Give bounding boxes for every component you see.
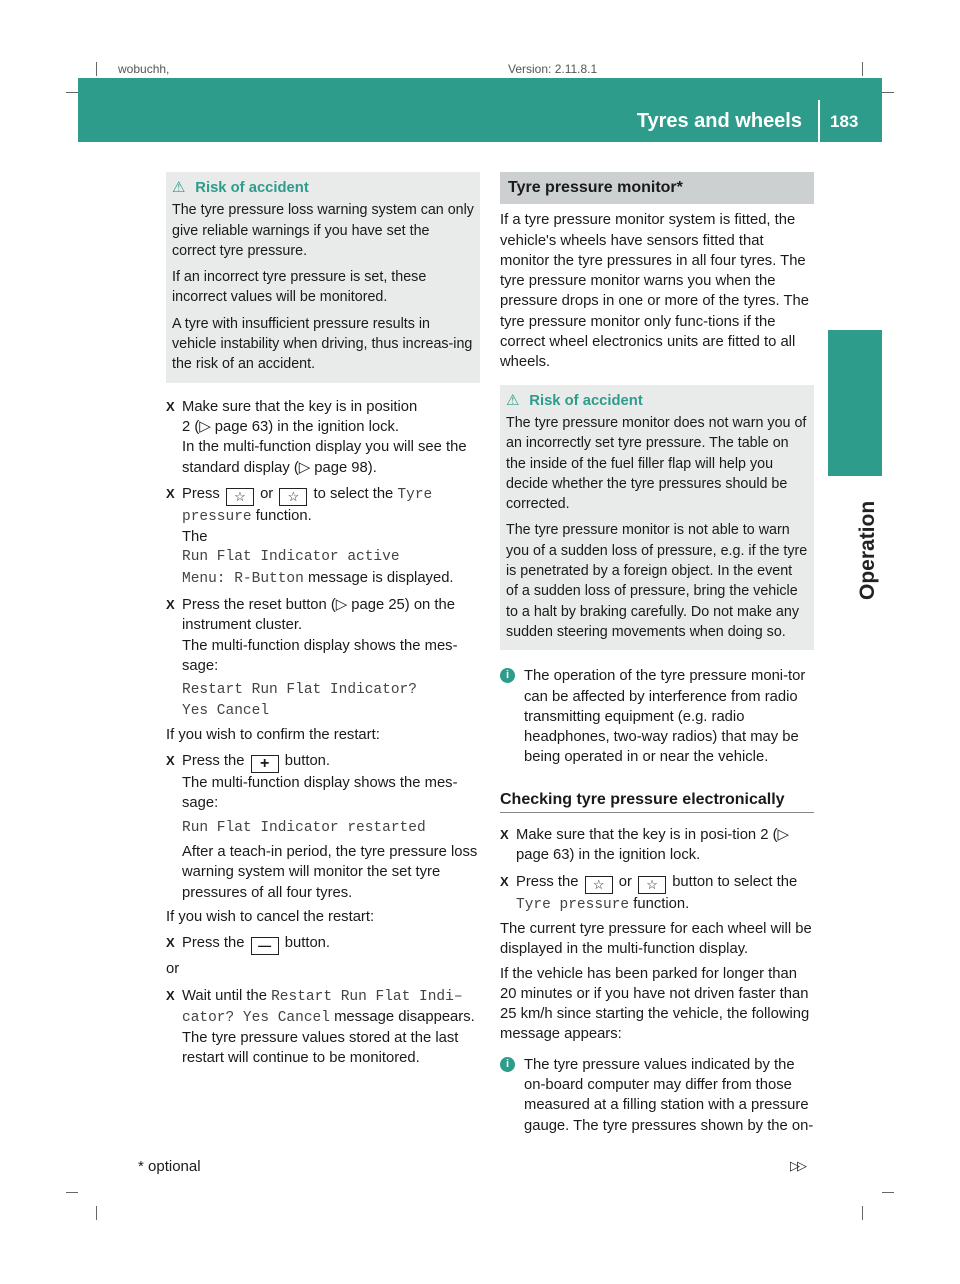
down-button-icon: ☆ xyxy=(585,876,613,894)
step-text: button. xyxy=(284,935,331,952)
step-text: Press xyxy=(182,485,220,502)
step-text: message is displayed. xyxy=(307,569,454,586)
footnote: * optional xyxy=(138,1158,201,1175)
body-text: The current tyre pressure for each wheel will be displayed in the multi-function display. xyxy=(500,920,812,958)
warning-heading-text: Risk of accident xyxy=(195,180,309,196)
display-text: Restart Run Flat Indi– xyxy=(271,988,463,1005)
section-heading: Tyre pressure monitor* xyxy=(500,172,814,204)
step-marker-icon: X xyxy=(500,873,509,889)
step-wait-message xyxy=(166,986,480,1069)
step-text: After a teach-in period, the tyre pressure loss warning system will monitor the set tyre pressures of all four tyres. xyxy=(182,844,478,901)
step-select-tyre-pressure xyxy=(500,872,814,915)
body-text: If the vehicle has been parked for longer than 20 minutes or if you have not driven faster than 25 km/h since starting the vehicle, the following message appears: xyxy=(500,965,810,1043)
display-text: Run Flat Indicator active xyxy=(182,549,400,566)
step-text: 2 (▷ page 63) in the ignition lock. xyxy=(182,418,400,435)
print-meta-left: wobuchh, xyxy=(118,62,170,76)
page-number: 183 xyxy=(830,112,859,131)
step-text: button. xyxy=(284,753,331,770)
display-text: Tyre pressure xyxy=(516,896,630,913)
crop-mark xyxy=(862,62,863,76)
step-text: button to select the xyxy=(672,873,798,890)
step-text: The xyxy=(182,529,208,546)
crop-mark xyxy=(96,62,97,76)
plus-button-icon: + xyxy=(251,755,279,773)
warning-heading-text: Risk of accident xyxy=(529,392,643,409)
step-text: The multi-function display shows the mes-sage: xyxy=(182,775,458,812)
crop-mark xyxy=(66,1192,78,1193)
body-text: If you wish to cancel the restart: xyxy=(166,908,375,925)
up-button-icon: ☆ xyxy=(638,876,666,894)
display-text: Tyre xyxy=(397,486,433,503)
up-button-icon: ☆ xyxy=(226,488,254,506)
step-text: function. xyxy=(255,507,312,524)
step-text: Press the xyxy=(516,873,579,890)
page-header-title: Tyres and wheels xyxy=(636,110,802,132)
step-marker-icon: X xyxy=(166,753,175,769)
info-text: The tyre pressure values indicated by the on-board computer may differ from those measured at a filling station with a pressure gauge. The tyre pressures shown by the on- xyxy=(524,1056,814,1134)
info-note xyxy=(500,666,814,767)
print-meta-center: Version: 2.11.8.1 xyxy=(508,62,598,76)
step-confirm-restart xyxy=(166,751,480,903)
warning-box xyxy=(166,172,480,383)
minus-button-icon: — xyxy=(251,937,279,955)
step-text: Press the xyxy=(182,935,245,952)
info-note xyxy=(500,1055,814,1136)
body-text: or xyxy=(166,961,180,978)
display-text: Menu: R-Button xyxy=(182,570,304,587)
step-marker-icon: X xyxy=(166,485,175,501)
crop-mark xyxy=(862,1206,863,1220)
info-icon: i xyxy=(500,1057,515,1072)
down-button-icon: ☆ xyxy=(279,488,307,506)
crop-mark xyxy=(882,92,894,93)
warning-text: The tyre pressure monitor is not able to warn you of a sudden loss of pressure, e.g. if the tyre is penetrated by a foreign object. In the event of a sudden loss of pressure, bring the vehicle to a halt by braking carefully. Do not make any sudden steering movements when doing so. xyxy=(506,522,808,640)
crop-mark xyxy=(96,1206,97,1220)
step-marker-icon: X xyxy=(166,935,175,951)
side-tab xyxy=(828,330,882,476)
step-text: or xyxy=(260,485,274,502)
step-marker-icon: X xyxy=(166,398,175,414)
step-text: Make sure that the key is in posi-tion 2 (▷ page 63) in the ignition lock. xyxy=(516,827,789,864)
warning-box xyxy=(500,385,814,651)
step-marker-icon: X xyxy=(166,987,175,1003)
step-text: to select the xyxy=(313,485,394,502)
step-text: Press the reset button (▷ page 25) on the instrument cluster. xyxy=(182,597,455,634)
step-text: Wait until the xyxy=(182,987,267,1004)
header-divider xyxy=(818,100,820,142)
left-column xyxy=(166,172,480,1069)
warning-heading xyxy=(172,178,474,198)
step-text: Press the xyxy=(182,753,245,770)
step-marker-icon: X xyxy=(166,597,175,613)
display-text: cator? Yes Cancel xyxy=(182,1009,330,1026)
step-select-tyre-pressure xyxy=(166,484,480,589)
step-text: Make sure that the key is in position xyxy=(182,398,418,415)
warning-heading xyxy=(506,391,808,411)
body-text: If a tyre pressure monitor system is fitted, the vehicle's wheels have sensors fitted that monitor the tyre pressures in all four tyres. The tyre pressure monitor warns you when the pressure drops in one or more of the tyres. The tyre pressure monitor only func-tions if the correct wheel electronics units are fitted to all wheels. xyxy=(500,212,809,371)
warning-text: The tyre pressure monitor does not warn you of an incorrectly set tyre pressure. The table on the inside of the fuel filler flap will help you decide whether the tyre pressures should be corrected. xyxy=(506,414,807,513)
crop-mark xyxy=(66,92,78,93)
right-column xyxy=(500,172,814,1136)
display-text: Restart Run Flat Indicator? xyxy=(182,682,417,699)
warning-text: The tyre pressure loss warning system can only give reliable warnings if you have set the correct tyre pressure. xyxy=(172,202,474,259)
display-text: Yes Cancel xyxy=(182,702,270,719)
body-text: If you wish to confirm the restart: xyxy=(166,726,380,743)
warning-text: If an incorrect tyre pressure is set, these incorrect values will be monitored. xyxy=(172,269,427,306)
display-text: Run Flat Indicator restarted xyxy=(182,819,426,836)
step-press-reset xyxy=(166,595,480,721)
step-cancel-restart xyxy=(166,933,480,955)
continued-arrow-icon: ▷▷ xyxy=(790,1158,804,1173)
subsection-heading: Checking tyre pressure electronically xyxy=(500,790,814,813)
step-text: function. xyxy=(633,895,690,912)
info-text: The operation of the tyre pressure moni-tor can be affected by interference from radio transmitting equipment (e.g. radio headphones, two-way radios) that may be being operated in or near the vehicle. xyxy=(524,668,806,766)
display-text: pressure xyxy=(182,508,252,525)
warning-triangle-icon: ⚠ xyxy=(172,180,186,196)
side-tab-label: Operation xyxy=(856,500,879,600)
warning-triangle-icon: ⚠ xyxy=(506,392,520,409)
step-text: In the multi-function display you will see the standard display (▷ page 98). xyxy=(182,439,467,476)
step-text: message disappears. xyxy=(334,1008,475,1025)
step-text: or xyxy=(618,873,632,890)
step-text: The multi-function display shows the mes-sage: xyxy=(182,637,458,674)
step-text: The tyre pressure values stored at the last restart will continue to be monitored. xyxy=(182,1030,459,1067)
info-icon: i xyxy=(500,668,515,683)
step-marker-icon: X xyxy=(500,827,509,843)
warning-text: A tyre with insufficient pressure results in vehicle instability when driving, thus increas-ing the risk of an accident. xyxy=(172,315,473,373)
step-key-position xyxy=(500,825,814,866)
crop-mark xyxy=(882,1192,894,1193)
step-key-position xyxy=(166,397,480,478)
